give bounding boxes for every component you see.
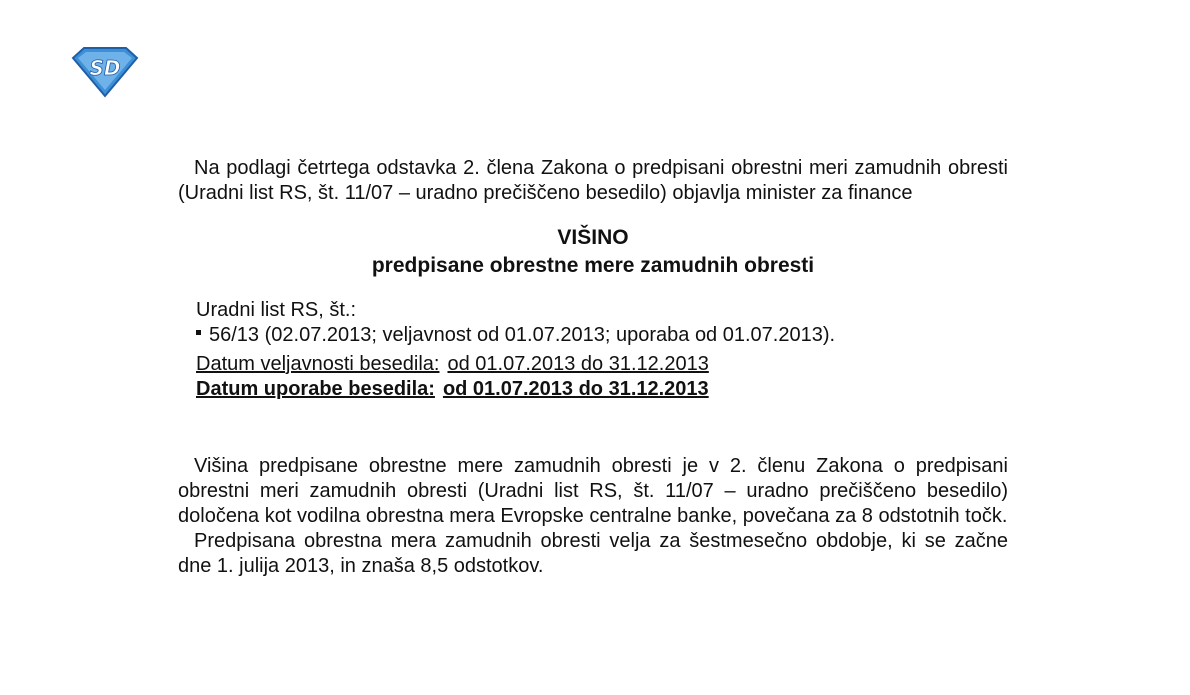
dates-block: [178, 352, 1008, 402]
application-date-value: od 01.07.2013 do 31.12.2013: [442, 378, 709, 400]
validity-date-value: od 01.07.2013 do 31.12.2013: [447, 353, 709, 375]
sd-shield-icon: [70, 44, 140, 100]
gazette-heading: Uradni list RS, št.:: [196, 299, 357, 321]
document-content: [178, 156, 1008, 579]
logo-letters: SD: [89, 56, 121, 80]
sd-logo: [70, 44, 140, 100]
application-date-label: Datum uporabe besedila:: [196, 378, 435, 400]
title-line-2: predpisane obrestne mere zamudnih obresti: [371, 254, 815, 277]
gazette-entry-text: 56/13 (02.07.2013; veljavnost od 01.07.2013; uporaba od 01.07.2013).: [209, 324, 836, 346]
document-title: [178, 224, 1008, 280]
intro-paragraph: Na podlagi četrtega odstavka 2. člena Zakona o predpisani obrestni meri zamudnih obresti (Uradni list RS, št. 11/07 – uradno prečiščeno besedilo) objavlja minister za finance: [178, 157, 1008, 204]
body-paragraph-1: Višina predpisane obrestne mere zamudnih obresti je v 2. členu Zakona o predpisani obrestni meri zamudnih obresti (Uradni list RS, št. 11/07 – uradno prečiščeno besedilo) določena kot vodilna obrestna mera Evropske centralne banke, povečana za 8 odstotnih točk.: [178, 455, 1008, 527]
validity-date-row: [196, 352, 1008, 377]
gazette-entry: [196, 323, 1008, 348]
application-date-row: [196, 377, 1008, 402]
title-line-1: VIŠINO: [557, 226, 629, 249]
bullet-icon: [196, 330, 201, 335]
validity-date-label: Datum veljavnosti besedila:: [196, 353, 440, 375]
gazette-reference: [178, 298, 1008, 348]
body-paragraph-2: Predpisana obrestna mera zamudnih obresti velja za šestmesečno obdobje, ki se začne dne 1. julija 2013, in znaša 8,5 odstotkov.: [178, 530, 1008, 577]
body-text: [178, 454, 1008, 579]
